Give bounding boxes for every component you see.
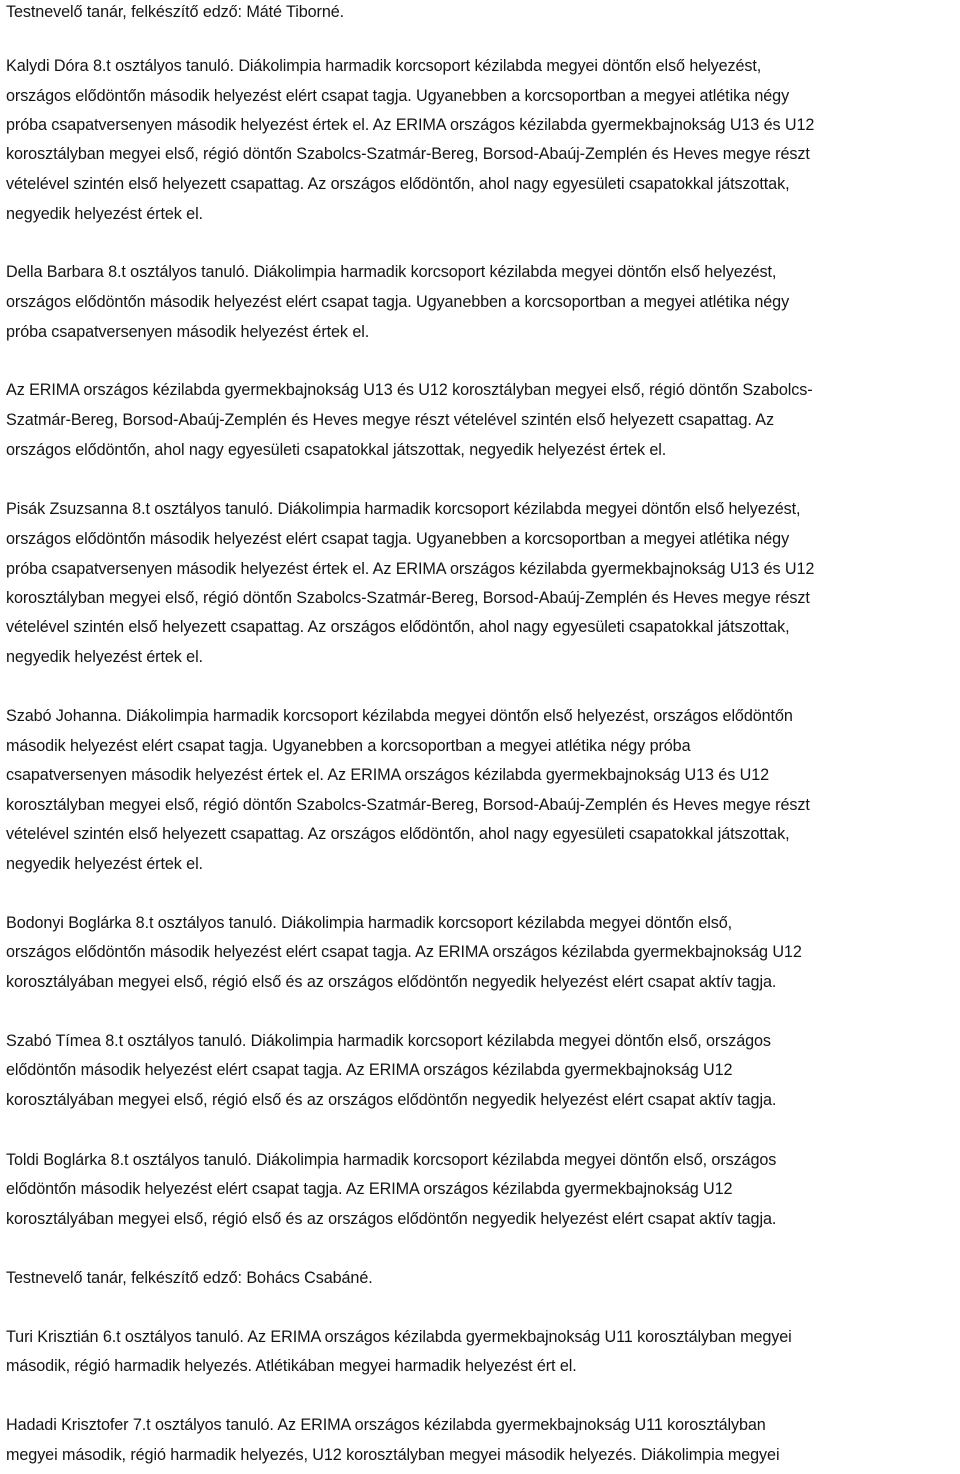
text-line: korosztályában megyei első, régió első és az országos elődöntőn negyedik helyezést elért csapat aktív tagja. <box>6 973 777 991</box>
text-line: vételével szintén első helyezett csapattag. Az országos elődöntőn, ahol nagy egyesületi csapatokkal játszottak, <box>6 175 790 193</box>
text-line: országos elődöntőn második helyezést elért csapat tagja. Ugyanebben a korcsoportban a megyei atlétika négy <box>6 530 790 548</box>
text-line: Pisák Zsuzsanna 8.t osztályos tanuló. Diákolimpia harmadik korcsoport kézilabda megyei döntőn első helyezést, <box>6 500 801 518</box>
text-line: Szabó Tímea 8.t osztályos tanuló. Diákolimpia harmadik korcsoport kézilabda megyei döntőn első, országos <box>6 1032 771 1050</box>
text-line: Hadadi Krisztofer 7.t osztályos tanuló. Az ERIMA országos kézilabda gyermekbajnokság U11 korosztályban <box>6 1416 766 1434</box>
text-line: Az ERIMA országos kézilabda gyermekbajnokság U13 és U12 korosztályban megyei első, régió döntőn Szabolcs- <box>6 381 813 399</box>
text-line: országos elődöntőn, ahol nagy egyesületi csapatokkal játszottak, negyedik helyezést értek el. <box>6 441 667 459</box>
text-line: elődöntőn második helyezést elért csapat tagja. Az ERIMA országos kézilabda gyermekbajnokság U12 <box>6 1061 733 1079</box>
text-line: második, régió harmadik helyezés. Atlétikában megyei harmadik helyezést ért el. <box>6 1357 577 1375</box>
text-line: korosztályában megyei első, régió első és az országos elődöntőn negyedik helyezést elért csapat aktív tagja. <box>6 1091 777 1109</box>
text-line: csapatversenyen második helyezést értek el. Az ERIMA országos kézilabda gyermekbajnokság U13 és U12 <box>6 766 769 784</box>
teacher-heading-1: Testnevelő tanár, felkészítő edző: Máté Tiborné. <box>6 3 345 21</box>
text-line: negyedik helyezést értek el. <box>6 205 203 223</box>
text-line: második helyezést elért csapat tagja. Ugyanebben a korcsoportban a megyei atlétika négy próba <box>6 737 691 755</box>
text-line: Kalydi Dóra 8.t osztályos tanuló. Diákolimpia harmadik korcsoport kézilabda megyei döntőn első helyezést, <box>6 57 762 75</box>
text-line: próba csapatversenyen második helyezést értek el. <box>6 323 370 341</box>
text-line: negyedik helyezést értek el. <box>6 855 203 873</box>
text-line: országos elődöntőn második helyezést elért csapat tagja. Az ERIMA országos kézilabda gyermekbajnokság U12 <box>6 943 802 961</box>
text-line: megyei második, régió harmadik helyezés, U12 korosztályban megyei második helyezés. Diákolimpia megyei <box>6 1446 780 1464</box>
text-line: országos elődöntőn második helyezést elért csapat tagja. Ugyanebben a korcsoportban a megyei atlétika négy <box>6 293 790 311</box>
text-line: korosztályban megyei első, régió döntőn Szabolcs-Szatmár-Bereg, Borsod-Abaúj-Zemplén és Heves megye részt <box>6 589 810 607</box>
text-line: korosztályában megyei első, régió első és az országos elődöntőn negyedik helyezést elért csapat aktív tagja. <box>6 1210 777 1228</box>
text-line: elődöntőn második helyezést elért csapat tagja. Az ERIMA országos kézilabda gyermekbajnokság U12 <box>6 1180 733 1198</box>
text-line: Turi Krisztián 6.t osztályos tanuló. Az ERIMA országos kézilabda gyermekbajnokság U11 korosztályban megyei <box>6 1328 792 1346</box>
text-line: próba csapatversenyen második helyezést értek el. Az ERIMA országos kézilabda gyermekbajnokság U13 és U12 <box>6 116 815 134</box>
text-line: Bodonyi Boglárka 8.t osztályos tanuló. Diákolimpia harmadik korcsoport kézilabda megyei döntőn első, <box>6 914 733 932</box>
text-line: Della Barbara 8.t osztályos tanuló. Diákolimpia harmadik korcsoport kézilabda megyei döntőn első helyezést, <box>6 263 777 281</box>
text-line: próba csapatversenyen második helyezést értek el. Az ERIMA országos kézilabda gyermekbajnokság U13 és U12 <box>6 560 815 578</box>
text-line: országos elődöntőn második helyezést elért csapat tagja. Ugyanebben a korcsoportban a megyei atlétika négy <box>6 87 790 105</box>
text-line: vételével szintén első helyezett csapattag. Az országos elődöntőn, ahol nagy egyesületi csapatokkal játszottak, <box>6 825 790 843</box>
text-line: negyedik helyezést értek el. <box>6 648 203 666</box>
text-line: Toldi Boglárka 8.t osztályos tanuló. Diákolimpia harmadik korcsoport kézilabda megyei döntőn első, országos <box>6 1151 777 1169</box>
text-line: korosztályban megyei első, régió döntőn Szabolcs-Szatmár-Bereg, Borsod-Abaúj-Zemplén és Heves megye részt <box>6 796 810 814</box>
teacher-heading-2: Testnevelő tanár, felkészítő edző: Bohács Csabáné. <box>6 1269 373 1287</box>
text-line: Szabó Johanna. Diákolimpia harmadik korcsoport kézilabda megyei döntőn első helyezést, országos elődöntőn <box>6 707 793 725</box>
text-line: vételével szintén első helyezett csapattag. Az országos elődöntőn, ahol nagy egyesületi csapatokkal játszottak, <box>6 618 790 636</box>
text-line: korosztályban megyei első, régió döntőn Szabolcs-Szatmár-Bereg, Borsod-Abaúj-Zemplén és Heves megye részt <box>6 145 810 163</box>
text-line: Szatmár-Bereg, Borsod-Abaúj-Zemplén és Heves megye részt vételével szintén első helyezett csapattag. Az <box>6 411 774 429</box>
